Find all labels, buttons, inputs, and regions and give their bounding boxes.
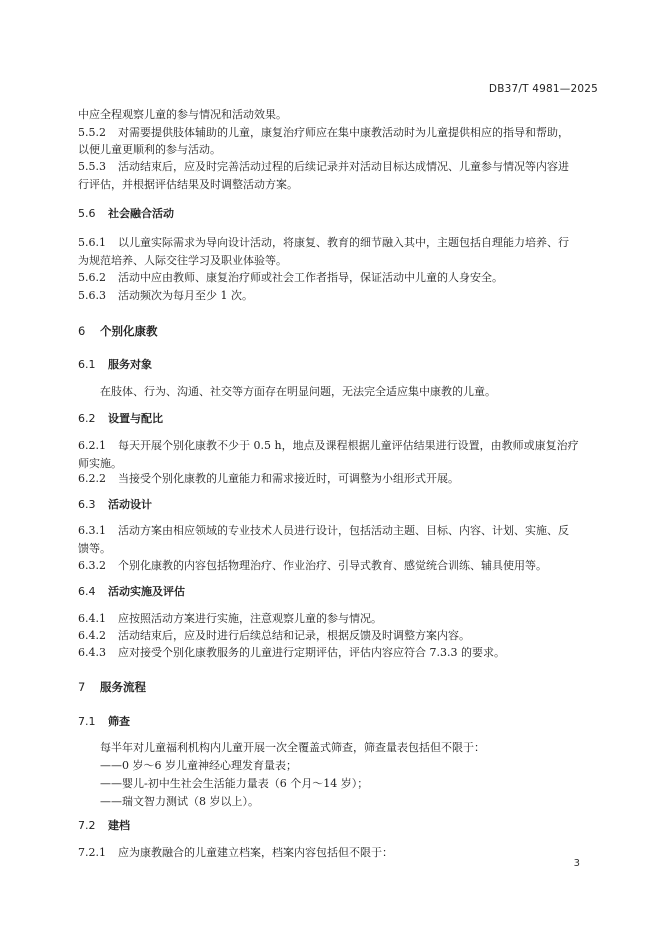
section-number: 6.3 bbox=[78, 498, 96, 511]
section-heading-6-2 bbox=[78, 410, 163, 427]
clause-6-3-2 bbox=[78, 557, 547, 574]
clause-number: 6.4.3 bbox=[78, 646, 106, 659]
section-title: 筛查 bbox=[108, 715, 130, 728]
clause-number: 6.3.1 bbox=[78, 524, 106, 537]
clause-text: 活动中应由教师、康复治疗师或社会工作者指导，保证活动中儿童的人身安全。 bbox=[118, 271, 503, 284]
section-title: 活动设计 bbox=[108, 498, 152, 511]
section-number: 6 bbox=[78, 324, 86, 338]
clause-number: 6.2.2 bbox=[78, 472, 106, 485]
section-title: 设置与配比 bbox=[108, 412, 163, 425]
page-number: 3 bbox=[573, 858, 580, 869]
section-number: 7 bbox=[78, 680, 86, 694]
clause-text: 应对接受个别化康教服务的儿童进行定期评估，评估内容应符合 7.3.3 的要求。 bbox=[118, 646, 505, 659]
clause-text: 活动方案由相应领域的专业技术人员进行设计，包括活动主题、目标、内容、计划、实施、反 bbox=[118, 524, 569, 537]
section-heading-7 bbox=[78, 679, 146, 696]
clause-text: 应为康教融合的儿童建立档案，档案内容包括但不限于： bbox=[118, 846, 393, 859]
clause-number: 5.5.2 bbox=[78, 126, 106, 139]
clause-6-2-2 bbox=[78, 470, 459, 487]
clause-number: 5.6.1 bbox=[78, 236, 106, 249]
clause-5-5-2-cont: 以便儿童更顺利的参与活动。 bbox=[78, 143, 221, 156]
clause-text: 当接受个别化康教的儿童能力和需求接近时，可调整为小组形式开展。 bbox=[118, 472, 459, 485]
clause-5-6-2 bbox=[78, 269, 503, 286]
clause-text: 个别化康教的内容包括物理治疗、作业治疗、引导式教育、感觉统合训练、辅具使用等。 bbox=[118, 559, 547, 572]
clause-number: 7.2.1 bbox=[78, 846, 106, 859]
clause-text: 活动结束后，应及时进行后续总结和记录，根据反馈及时调整方案内容。 bbox=[118, 629, 470, 642]
paragraph-6-1: 在肢体、行为、沟通、社交等方面存在明显问题，无法完全适应集中康教的儿童。 bbox=[100, 385, 496, 398]
section-title: 活动实施及评估 bbox=[108, 585, 185, 598]
section-number: 6.1 bbox=[78, 358, 96, 371]
clause-number: 5.6.3 bbox=[78, 289, 106, 302]
section-heading-6 bbox=[78, 323, 158, 340]
section-heading-6-1 bbox=[78, 356, 152, 373]
clause-text: 应按照活动方案进行实施，注意观察儿童的参与情况。 bbox=[118, 612, 382, 625]
clause-number: 6.4.1 bbox=[78, 612, 106, 625]
clause-5-6-3 bbox=[78, 287, 253, 304]
clause-number: 6.2.1 bbox=[78, 439, 106, 452]
paragraph-continuation: 中应全程观察儿童的参与情况和活动效果。 bbox=[78, 108, 287, 121]
section-number: 6.4 bbox=[78, 585, 96, 598]
clause-5-5-2 bbox=[78, 124, 569, 141]
clause-6-3-1-cont: 馈等。 bbox=[78, 542, 111, 555]
clause-7-2-1 bbox=[78, 844, 393, 861]
section-number: 7.1 bbox=[78, 715, 96, 728]
paragraph-7-1: 每半年对儿童福利机构内儿童开展一次全覆盖式筛查，筛查量表包括但不限于： bbox=[100, 741, 485, 754]
section-number: 6.2 bbox=[78, 412, 96, 425]
clause-6-4-2 bbox=[78, 627, 470, 644]
clause-6-2-1 bbox=[78, 437, 579, 454]
section-title: 个别化康教 bbox=[100, 324, 158, 338]
list-item: ——0 岁～6 岁儿童神经心理发育量表； bbox=[100, 759, 297, 772]
section-number: 7.2 bbox=[78, 819, 96, 832]
clause-number: 5.6.2 bbox=[78, 271, 106, 284]
section-heading-6-4 bbox=[78, 583, 185, 600]
clause-text: 活动频次为每月至少 1 次。 bbox=[118, 289, 253, 302]
section-heading-6-3 bbox=[78, 496, 152, 513]
section-number: 5.6 bbox=[78, 207, 96, 220]
standard-code: DB37/T 4981—2025 bbox=[488, 83, 598, 95]
clause-number: 5.5.3 bbox=[78, 160, 106, 173]
clause-5-6-1 bbox=[78, 234, 569, 251]
clause-6-4-1 bbox=[78, 610, 382, 627]
section-title: 服务流程 bbox=[100, 680, 146, 694]
section-title: 服务对象 bbox=[108, 358, 152, 371]
section-title: 建档 bbox=[108, 819, 130, 832]
clause-6-2-1-cont: 师实施。 bbox=[78, 457, 122, 470]
section-heading-7-1 bbox=[78, 713, 130, 730]
clause-6-3-1 bbox=[78, 522, 569, 539]
clause-text: 活动结束后，应及时完善活动过程的后续记录并对活动目标达成情况、儿童参与情况等内容进 bbox=[118, 160, 569, 173]
clause-5-5-3-cont: 行评估，并根据评估结果及时调整活动方案。 bbox=[78, 178, 298, 191]
section-heading-7-2 bbox=[78, 817, 130, 834]
clause-5-5-3 bbox=[78, 158, 569, 175]
list-item: ——婴儿-初中生社会生活能力量表（6 个月～14 岁）； bbox=[100, 777, 369, 790]
clause-6-4-3 bbox=[78, 644, 505, 661]
clause-text: 以儿童实际需求为导向设计活动，将康复、教育的细节融入其中，主题包括自理能力培养、行 bbox=[118, 236, 569, 249]
section-heading-5-6 bbox=[78, 205, 174, 222]
clause-text: 每天开展个别化康教不少于 0.5 h，地点及课程根据儿童评估结果进行设置，由教师或康复治疗 bbox=[118, 439, 579, 452]
clause-number: 6.3.2 bbox=[78, 559, 106, 572]
clause-text: 对需要提供肢体辅助的儿童，康复治疗师应在集中康教活动时为儿童提供相应的指导和帮助， bbox=[118, 126, 569, 139]
section-title: 社会融合活动 bbox=[108, 207, 174, 220]
clause-5-6-1-cont: 为规范培养、人际交往学习及职业体验等。 bbox=[78, 254, 287, 267]
list-item: ——瑞文智力测试（8 岁以上）。 bbox=[100, 795, 259, 808]
clause-number: 6.4.2 bbox=[78, 629, 106, 642]
